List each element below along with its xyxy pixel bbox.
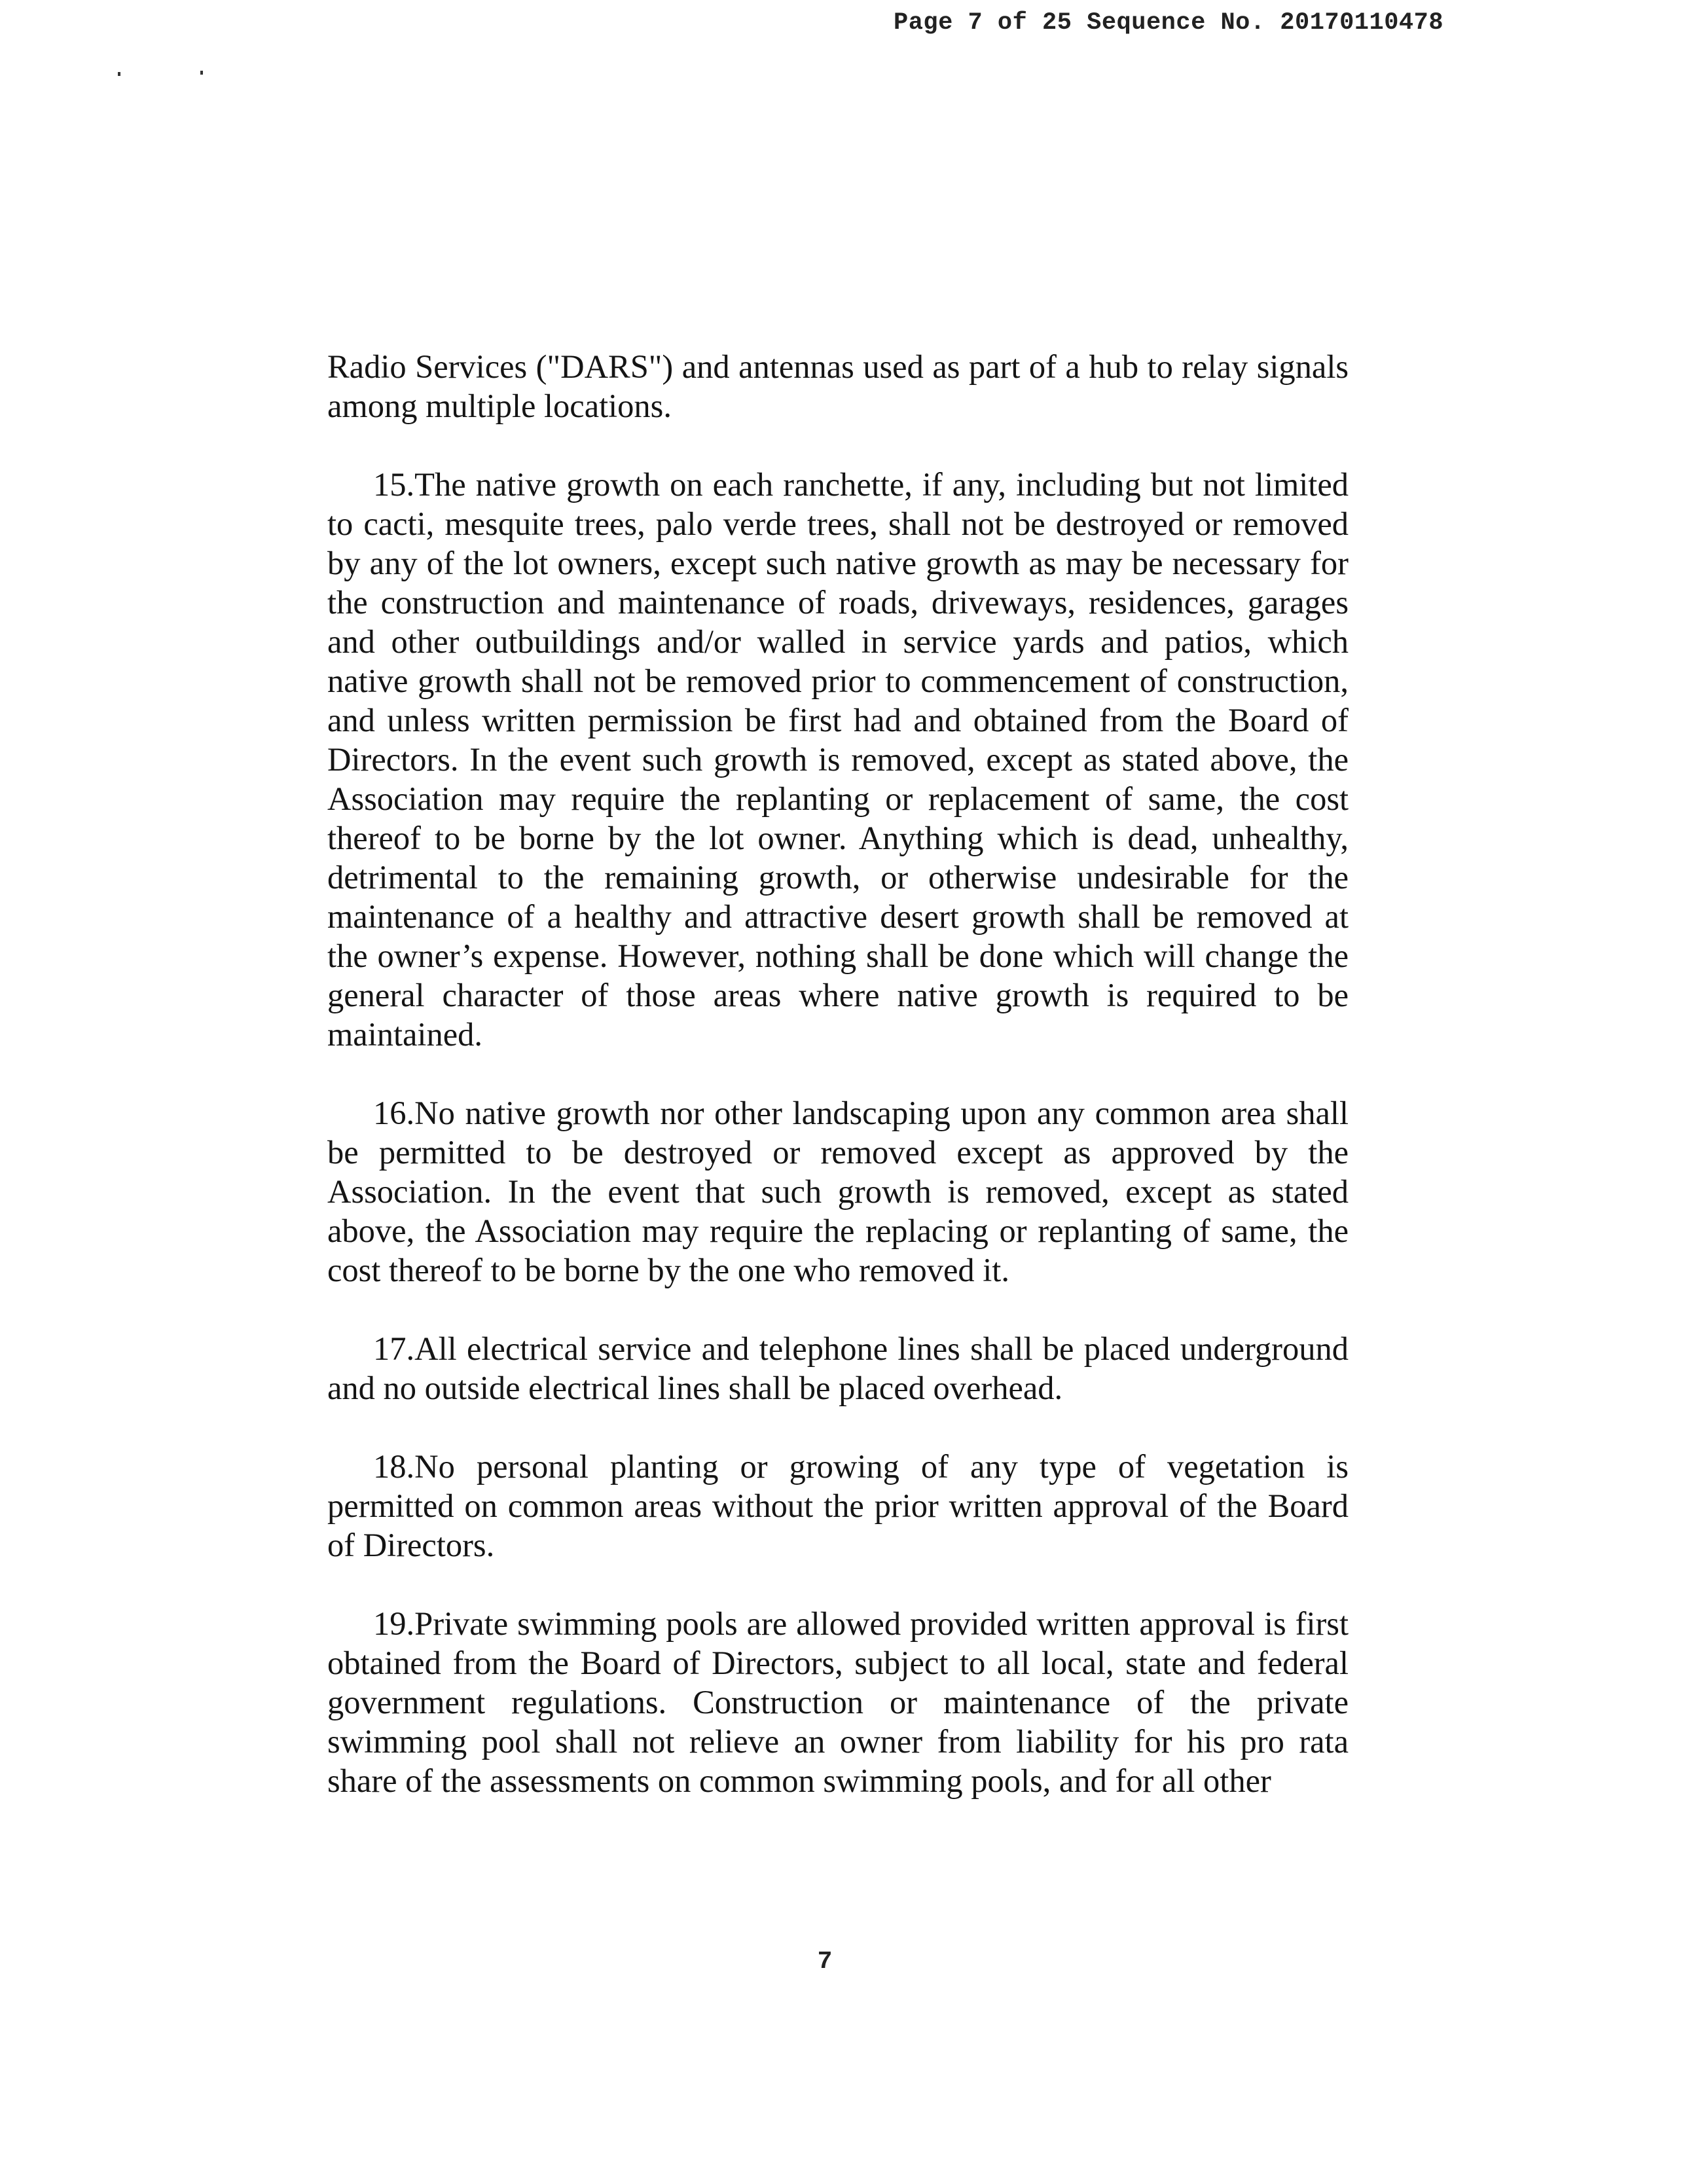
- paragraph-text: All electrical service and telephone lines shall be placed underground and no outside electrical lines shall be placed overhead.: [327, 1330, 1349, 1406]
- paragraph-number: 16.: [373, 1095, 415, 1131]
- scan-speck: [118, 72, 120, 76]
- paragraph-text: No personal planting or growing of any type of vegetation is permitted on common areas without the prior written approval of the Board of Directors.: [327, 1448, 1349, 1563]
- page-header: Page 7 of 25 Sequence No. 20170110478: [894, 9, 1444, 37]
- paragraph-text: The native growth on each ranchette, if any, including but not limited to cacti, mesquite trees, palo verde trees, shall not be destroyed or removed by any of the lot owners, except such native growth as may be necessary for the construction and maintenance of roads, driveways, residences, garages and other outbuildings and/or walled in service yards and patios, which native growth shall not be removed prior to commencement of construction, and unless written permission be first had and obtained from the Board of Directors. In the event such growth is removed, except as stated above, the Association may require the replanting or replacement of same, the cost thereof to be borne by the lot owner. Anything which is dead, unhealthy, detrimental to the remaining growth, or otherwise undesirable for the maintenance of a healthy and attractive desert growth shall be removed at the owner’s expense. However, nothing shall be done which will change the general character of those areas where native growth is required to be maintained.: [327, 466, 1349, 1053]
- paragraph-number: 19.: [373, 1605, 415, 1642]
- paragraph-text: Private swimming pools are allowed provided written approval is first obtained from the Board of Directors, subject to all local, state and federal government regulations. Construction or maintenance of the private swimming pool shall not relieve an owner from liability for his pro rata share of the assessments on common swimming pools, and for all other: [327, 1605, 1349, 1799]
- scan-specks: [118, 71, 209, 80]
- page-number: 7: [817, 1948, 833, 1976]
- paragraph-19: [327, 1604, 1349, 1800]
- paragraph-number: 15.: [373, 466, 415, 503]
- paragraph-17: [327, 1329, 1349, 1408]
- paragraph-number: 18.: [373, 1448, 415, 1485]
- document-body: [327, 347, 1349, 1840]
- paragraph-16: [327, 1093, 1349, 1290]
- paragraph-15: [327, 465, 1349, 1054]
- paragraph-number: 17.: [373, 1330, 415, 1367]
- continuation-paragraph: Radio Services ("DARS") and antennas used as part of a hub to relay signals among multiple locations.: [327, 348, 1349, 424]
- paragraph-18: [327, 1447, 1349, 1565]
- scan-speck: [200, 71, 203, 75]
- paragraph-text: No native growth nor other landscaping upon any common area shall be permitted to be destroyed or removed except as approved by the Association. In the event that such growth is removed, except as stated above, the Association may require the replacing or replanting of same, the cost thereof to be borne by the one who removed it.: [327, 1095, 1349, 1288]
